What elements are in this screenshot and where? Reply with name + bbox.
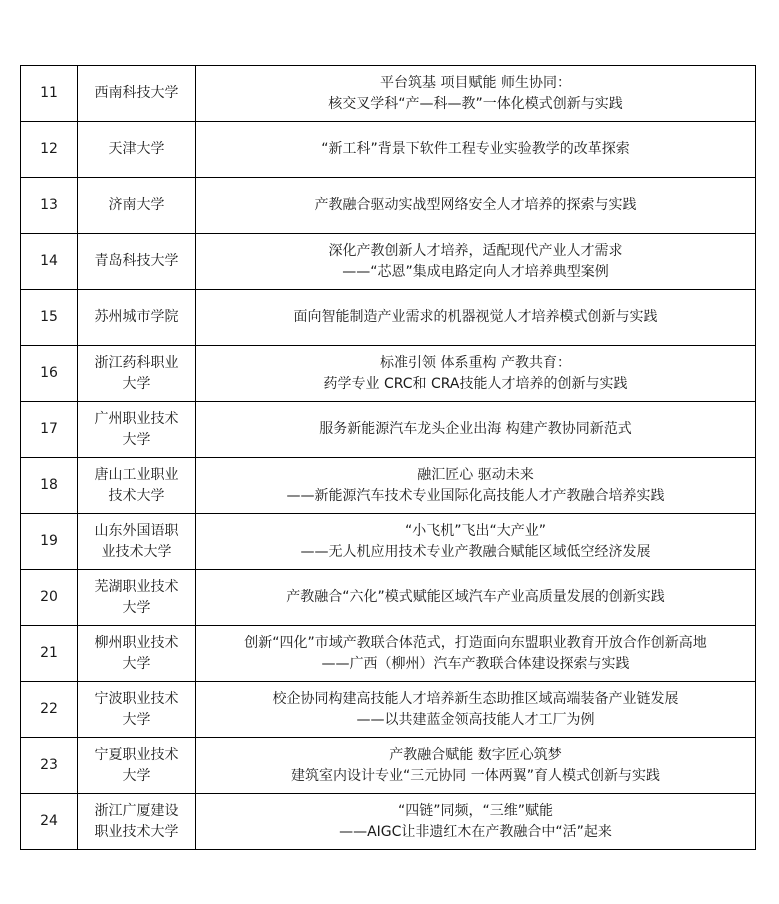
row-number-cell: 12 — [21, 122, 78, 178]
row-number-cell: 20 — [21, 570, 78, 626]
row-number-cell: 16 — [21, 346, 78, 402]
school-name-line: 浙江广厦建设 — [94, 802, 179, 819]
row-number-cell: 19 — [21, 514, 78, 570]
school-name-line: 技术大学 — [108, 487, 165, 504]
row-number-cell: 24 — [21, 794, 78, 850]
project-title-line: 融汇匠心 驱动未来 — [417, 466, 534, 483]
table-row — [21, 122, 756, 178]
row-number-cell: 14 — [21, 234, 78, 290]
school-name-line: 宁夏职业技术 — [94, 746, 179, 763]
school-name-line: 大学 — [122, 375, 151, 392]
project-title-line: 产教融合赋能 数字匠心筑梦 — [389, 746, 562, 763]
school-name-cell — [78, 458, 196, 514]
school-name-line: 大学 — [122, 711, 151, 728]
project-title-cell — [196, 234, 756, 290]
table-row — [21, 626, 756, 682]
project-title-cell — [196, 66, 756, 122]
project-title-line: 创新“四化”市域产教联合体范式，打造面向东盟职业教育开放合作创新高地 — [244, 634, 707, 651]
project-title-line: 药学专业 CRC和 CRA技能人才培养的创新与实践 — [323, 375, 628, 392]
school-name-line: 西南科技大学 — [94, 85, 179, 101]
school-name-cell — [78, 290, 196, 346]
project-title-line: 产教融合驱动实战型网络安全人才培养的探索与实践 — [314, 197, 637, 213]
school-name-line: 大学 — [122, 655, 151, 672]
project-title-line: ——新能源汽车技术专业国际化高技能人才产教融合培养实践 — [286, 487, 665, 504]
row-number-cell: 13 — [21, 178, 78, 234]
school-name-line: 山东外国语职 — [94, 522, 179, 539]
school-name-cell — [78, 346, 196, 402]
project-title-line: 建筑室内设计专业“三元协同 一体两翼”育人模式创新与实践 — [291, 767, 660, 784]
table-row — [21, 234, 756, 290]
school-name-line: 青岛科技大学 — [94, 253, 179, 269]
project-title-cell — [196, 738, 756, 794]
school-name-line: 苏州城市学院 — [94, 309, 179, 325]
row-number-cell: 23 — [21, 738, 78, 794]
table-row — [21, 346, 756, 402]
table-row — [21, 514, 756, 570]
row-number-cell: 18 — [21, 458, 78, 514]
project-title-line: “四链”同频，“三维”赋能 — [397, 802, 553, 819]
project-title-line: ——无人机应用技术专业产教融合赋能区域低空经济发展 — [300, 543, 651, 560]
project-title-line: 深化产教创新人才培养，适配现代产业人才需求 — [328, 242, 623, 259]
project-title-line: 平台筑基 项目赋能 师生协同： — [380, 74, 571, 91]
school-name-line: 济南大学 — [108, 197, 165, 213]
table-body — [21, 66, 756, 850]
school-name-cell — [78, 626, 196, 682]
school-name-line: 芜湖职业技术 — [94, 578, 179, 595]
row-number-cell: 21 — [21, 626, 78, 682]
table-row — [21, 738, 756, 794]
school-name-cell — [78, 402, 196, 458]
table-row — [21, 794, 756, 850]
school-name-line: 大学 — [122, 431, 151, 448]
table-row — [21, 682, 756, 738]
table-row — [21, 458, 756, 514]
row-number-cell: 17 — [21, 402, 78, 458]
school-name-line: 广州职业技术 — [94, 410, 179, 427]
school-name-line: 大学 — [122, 767, 151, 784]
school-name-line: 浙江药科职业 — [94, 354, 179, 371]
project-title-line: ——以共建蓝金领高技能人才工厂为例 — [356, 711, 595, 728]
school-name-cell — [78, 794, 196, 850]
school-name-line: 大学 — [122, 599, 151, 616]
project-title-line: ——“芯恩”集成电路定向人才培养典型案例 — [342, 263, 609, 280]
project-title-cell — [196, 178, 756, 234]
school-name-line: 天津大学 — [108, 141, 165, 157]
row-number-cell: 11 — [21, 66, 78, 122]
project-title-line: ——AIGC让非遗红木在产教融合中“活”起来 — [339, 823, 612, 840]
project-title-line: 产教融合“六化”模式赋能区域汽车产业高质量发展的创新实践 — [286, 589, 665, 605]
school-name-cell — [78, 178, 196, 234]
school-name-cell — [78, 682, 196, 738]
project-title-line: 标准引领 体系重构 产教共育： — [380, 354, 571, 371]
project-title-cell — [196, 626, 756, 682]
school-name-line: 唐山工业职业 — [94, 466, 179, 483]
project-table — [20, 65, 756, 850]
project-title-line: 校企协同构建高技能人才培养新生态助推区域高端装备产业链发展 — [272, 690, 679, 707]
project-title-cell — [196, 794, 756, 850]
school-name-line: 业技术大学 — [101, 543, 172, 560]
table-row — [21, 178, 756, 234]
school-name-cell — [78, 738, 196, 794]
table-row — [21, 402, 756, 458]
row-number-cell: 15 — [21, 290, 78, 346]
school-name-cell — [78, 514, 196, 570]
school-name-line: 宁波职业技术 — [94, 690, 179, 707]
project-title-line: 面向智能制造产业需求的机器视觉人才培养模式创新与实践 — [293, 309, 658, 325]
project-title-cell — [196, 402, 756, 458]
project-title-line: “小飞机”飞出“大产业” — [404, 522, 546, 539]
project-title-cell — [196, 514, 756, 570]
project-title-cell — [196, 570, 756, 626]
table-row — [21, 570, 756, 626]
school-name-cell — [78, 570, 196, 626]
school-name-cell — [78, 66, 196, 122]
row-number-cell: 22 — [21, 682, 78, 738]
project-title-line: ——广西（柳州）汽车产教联合体建设探索与实践 — [321, 655, 630, 672]
school-name-line: 职业技术大学 — [94, 823, 179, 840]
project-title-cell — [196, 122, 756, 178]
school-name-cell — [78, 234, 196, 290]
table-row — [21, 290, 756, 346]
project-title-cell — [196, 682, 756, 738]
project-title-line: 服务新能源汽车龙头企业出海 构建产教协同新范式 — [319, 421, 632, 437]
project-title-line: “新工科”背景下软件工程专业实验教学的改革探索 — [321, 141, 630, 157]
project-title-cell — [196, 458, 756, 514]
project-title-line: 核交叉学科“产—科—教”一体化模式创新与实践 — [328, 95, 623, 112]
school-name-cell — [78, 122, 196, 178]
project-title-cell — [196, 346, 756, 402]
table-row — [21, 66, 756, 122]
school-name-line: 柳州职业技术 — [94, 634, 179, 651]
project-title-cell — [196, 290, 756, 346]
